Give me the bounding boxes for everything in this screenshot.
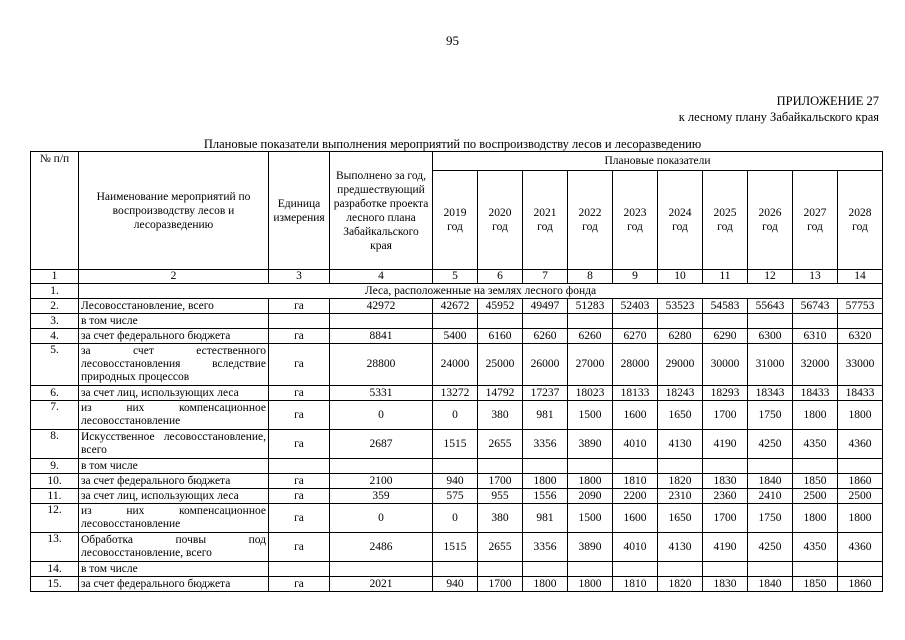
table-row — [31, 386, 883, 401]
row-number: 11. — [31, 489, 79, 504]
row-value: 26000 — [523, 344, 568, 386]
row-value — [793, 314, 838, 329]
row-value: 55643 — [748, 299, 793, 314]
section-label: Леса, расположенные на землях лесного фонда — [79, 284, 883, 299]
row-value — [478, 562, 523, 577]
row-value: 1700 — [478, 474, 523, 489]
header-year: 2027 год — [793, 171, 838, 270]
row-name: за счет лиц, использующих леса — [79, 489, 269, 504]
table-row — [31, 577, 883, 592]
row-unit: га — [269, 489, 330, 504]
table-row — [31, 459, 883, 474]
row-value — [568, 562, 613, 577]
row-value: 51283 — [568, 299, 613, 314]
row-value: 981 — [523, 504, 568, 533]
header-year: 2022 год — [568, 171, 613, 270]
row-value: 4130 — [658, 533, 703, 562]
row-value: 31000 — [748, 344, 793, 386]
row-done: 359 — [330, 489, 433, 504]
row-number: 15. — [31, 577, 79, 592]
row-value: 42672 — [433, 299, 478, 314]
row-value — [658, 562, 703, 577]
row-value: 1556 — [523, 489, 568, 504]
appendix-title: ПРИЛОЖЕНИЕ 27 — [776, 94, 879, 108]
table-row — [31, 430, 883, 459]
header-done: Выполнено за год, предшествующий разработке проекта лесного плана Забайкальского края — [330, 152, 433, 270]
row-value: 1750 — [748, 401, 793, 430]
appendix-caption — [679, 93, 879, 125]
row-value: 4010 — [613, 430, 658, 459]
row-value: 1750 — [748, 504, 793, 533]
row-value: 1800 — [568, 577, 613, 592]
row-value — [748, 314, 793, 329]
row-value: 6320 — [838, 329, 883, 344]
row-value: 6300 — [748, 329, 793, 344]
row-done: 2021 — [330, 577, 433, 592]
row-done: 28800 — [330, 344, 433, 386]
row-value: 1650 — [658, 504, 703, 533]
header-planned: Плановые показатели — [433, 152, 883, 171]
row-value: 57753 — [838, 299, 883, 314]
row-value: 4350 — [793, 533, 838, 562]
row-value: 18433 — [838, 386, 883, 401]
row-name: в том числе — [79, 314, 269, 329]
row-number: 6. — [31, 386, 79, 401]
column-number: 2 — [79, 270, 269, 284]
row-value: 1810 — [613, 577, 658, 592]
row-value — [793, 459, 838, 474]
row-value: 18293 — [703, 386, 748, 401]
row-number: 14. — [31, 562, 79, 577]
row-value: 54583 — [703, 299, 748, 314]
table-row — [31, 344, 883, 386]
header-num: № п/п — [31, 152, 79, 270]
row-number: 2. — [31, 299, 79, 314]
column-number: 10 — [658, 270, 703, 284]
row-value — [613, 314, 658, 329]
row-value: 6290 — [703, 329, 748, 344]
row-value: 2500 — [793, 489, 838, 504]
row-value — [703, 314, 748, 329]
column-number: 5 — [433, 270, 478, 284]
header-unit: Единица измерения — [269, 152, 330, 270]
table-row — [31, 401, 883, 430]
row-value: 1840 — [748, 474, 793, 489]
header-year: 2028 год — [838, 171, 883, 270]
row-value: 18243 — [658, 386, 703, 401]
row-value: 53523 — [658, 299, 703, 314]
row-value: 6270 — [613, 329, 658, 344]
row-value: 2655 — [478, 430, 523, 459]
row-value — [658, 314, 703, 329]
column-numbers-row — [31, 270, 883, 284]
row-value: 2310 — [658, 489, 703, 504]
row-value: 4190 — [703, 533, 748, 562]
table-row — [31, 533, 883, 562]
row-value: 6260 — [568, 329, 613, 344]
row-value: 4250 — [748, 533, 793, 562]
row-unit — [269, 562, 330, 577]
row-done — [330, 314, 433, 329]
row-value: 6160 — [478, 329, 523, 344]
header-year: 2021 год — [523, 171, 568, 270]
row-value: 2360 — [703, 489, 748, 504]
row-value: 3890 — [568, 430, 613, 459]
header-year: 2020 год — [478, 171, 523, 270]
row-value: 45952 — [478, 299, 523, 314]
row-name: за счет федерального бюджета — [79, 329, 269, 344]
row-value — [523, 459, 568, 474]
row-name: из них компенсационное лесовосстановление — [79, 401, 269, 430]
column-number: 3 — [269, 270, 330, 284]
column-number: 4 — [330, 270, 433, 284]
row-value: 18133 — [613, 386, 658, 401]
row-value: 940 — [433, 474, 478, 489]
row-value: 6260 — [523, 329, 568, 344]
row-value: 1650 — [658, 401, 703, 430]
row-value: 1700 — [478, 577, 523, 592]
row-value: 1500 — [568, 401, 613, 430]
row-value: 1800 — [838, 504, 883, 533]
row-value — [703, 562, 748, 577]
row-number: 10. — [31, 474, 79, 489]
row-value: 6310 — [793, 329, 838, 344]
row-value: 18433 — [793, 386, 838, 401]
row-value: 1600 — [613, 504, 658, 533]
row-unit: га — [269, 577, 330, 592]
row-number: 13. — [31, 533, 79, 562]
row-value: 18343 — [748, 386, 793, 401]
row-done — [330, 562, 433, 577]
row-value: 4360 — [838, 430, 883, 459]
row-value: 32000 — [793, 344, 838, 386]
row-unit: га — [269, 474, 330, 489]
row-value — [793, 562, 838, 577]
row-value: 380 — [478, 401, 523, 430]
row-value: 940 — [433, 577, 478, 592]
column-number: 14 — [838, 270, 883, 284]
row-value: 1840 — [748, 577, 793, 592]
column-number: 9 — [613, 270, 658, 284]
row-done: 0 — [330, 504, 433, 533]
row-number: 5. — [31, 344, 79, 386]
row-value: 1820 — [658, 577, 703, 592]
row-value: 4250 — [748, 430, 793, 459]
row-value — [838, 562, 883, 577]
column-number: 7 — [523, 270, 568, 284]
row-value: 3356 — [523, 430, 568, 459]
row-unit: га — [269, 430, 330, 459]
row-number: 3. — [31, 314, 79, 329]
row-value — [523, 562, 568, 577]
row-value: 1800 — [838, 401, 883, 430]
row-value — [523, 314, 568, 329]
row-value: 33000 — [838, 344, 883, 386]
row-name: за счет федерального бюджета — [79, 474, 269, 489]
column-number: 6 — [478, 270, 523, 284]
row-value — [658, 459, 703, 474]
table-row — [31, 299, 883, 314]
table-row — [31, 562, 883, 577]
row-value: 1850 — [793, 577, 838, 592]
row-value: 28000 — [613, 344, 658, 386]
row-unit: га — [269, 329, 330, 344]
row-value — [433, 562, 478, 577]
row-unit: га — [269, 401, 330, 430]
row-value — [478, 314, 523, 329]
table-row — [31, 489, 883, 504]
row-number: 4. — [31, 329, 79, 344]
row-value: 1820 — [658, 474, 703, 489]
row-value: 1800 — [568, 474, 613, 489]
row-name: Обработка почвы под лесовосстановление, всего — [79, 533, 269, 562]
header-year: 2025 год — [703, 171, 748, 270]
row-value: 0 — [433, 401, 478, 430]
row-value: 2500 — [838, 489, 883, 504]
header-year: 2019 год — [433, 171, 478, 270]
row-done: 2486 — [330, 533, 433, 562]
row-value: 1800 — [793, 504, 838, 533]
row-value: 14792 — [478, 386, 523, 401]
row-value: 575 — [433, 489, 478, 504]
row-value: 4190 — [703, 430, 748, 459]
header-year: 2024 год — [658, 171, 703, 270]
row-value: 1500 — [568, 504, 613, 533]
plan-table — [30, 151, 883, 592]
row-value: 2655 — [478, 533, 523, 562]
row-name: за счет лиц, использующих леса — [79, 386, 269, 401]
row-value: 1830 — [703, 577, 748, 592]
row-value: 1515 — [433, 533, 478, 562]
row-value: 3890 — [568, 533, 613, 562]
row-value: 0 — [433, 504, 478, 533]
row-value — [703, 459, 748, 474]
row-number: 7. — [31, 401, 79, 430]
row-done: 0 — [330, 401, 433, 430]
row-value — [478, 459, 523, 474]
row-value: 1800 — [523, 474, 568, 489]
row-value — [838, 314, 883, 329]
row-value: 1850 — [793, 474, 838, 489]
row-unit — [269, 459, 330, 474]
page-number: 95 — [446, 33, 459, 48]
column-number: 1 — [31, 270, 79, 284]
row-value: 2410 — [748, 489, 793, 504]
row-value: 1700 — [703, 401, 748, 430]
header-name: Наименование мероприятий по воспроизводству лесов и лесоразведению — [79, 152, 269, 270]
row-value: 5400 — [433, 329, 478, 344]
row-unit: га — [269, 504, 330, 533]
row-name: за счет естественного лесовосстановления вследствие природных процессов — [79, 344, 269, 386]
header-year: 2023 год — [613, 171, 658, 270]
row-value — [433, 314, 478, 329]
row-value: 4360 — [838, 533, 883, 562]
row-value: 1810 — [613, 474, 658, 489]
row-name: за счет федерального бюджета — [79, 577, 269, 592]
row-name: из них компенсационное лесовосстановление — [79, 504, 269, 533]
row-value: 1830 — [703, 474, 748, 489]
row-value — [838, 459, 883, 474]
row-unit: га — [269, 299, 330, 314]
row-value: 2200 — [613, 489, 658, 504]
row-name: Искусственное лесовосстановление, всего — [79, 430, 269, 459]
row-done: 2687 — [330, 430, 433, 459]
row-value: 380 — [478, 504, 523, 533]
row-number: 8. — [31, 430, 79, 459]
row-value: 18023 — [568, 386, 613, 401]
row-number: 12. — [31, 504, 79, 533]
section-row — [31, 284, 883, 299]
row-name: в том числе — [79, 562, 269, 577]
column-number: 11 — [703, 270, 748, 284]
column-number: 12 — [748, 270, 793, 284]
row-value: 981 — [523, 401, 568, 430]
row-value: 2090 — [568, 489, 613, 504]
row-value: 4350 — [793, 430, 838, 459]
row-done: 5331 — [330, 386, 433, 401]
row-value — [748, 562, 793, 577]
row-value: 1515 — [433, 430, 478, 459]
row-value: 6280 — [658, 329, 703, 344]
row-value: 1600 — [613, 401, 658, 430]
row-value: 13272 — [433, 386, 478, 401]
row-value: 30000 — [703, 344, 748, 386]
table-title: Плановые показатели выполнения мероприятий по воспроизводству лесов и лесоразведению — [203, 137, 702, 151]
row-value: 1860 — [838, 474, 883, 489]
row-value — [433, 459, 478, 474]
row-number: 1. — [31, 284, 79, 299]
row-value: 24000 — [433, 344, 478, 386]
row-value: 29000 — [658, 344, 703, 386]
appendix-subtitle: к лесному плану Забайкальского края — [678, 110, 879, 124]
row-name: Лесовосстановление, всего — [79, 299, 269, 314]
row-unit: га — [269, 344, 330, 386]
row-value: 25000 — [478, 344, 523, 386]
row-value — [613, 562, 658, 577]
row-value: 3356 — [523, 533, 568, 562]
row-name: в том числе — [79, 459, 269, 474]
row-done: 42972 — [330, 299, 433, 314]
header-year: 2026 год — [748, 171, 793, 270]
row-value: 1860 — [838, 577, 883, 592]
row-value: 56743 — [793, 299, 838, 314]
row-value — [568, 314, 613, 329]
row-value: 955 — [478, 489, 523, 504]
row-value: 1800 — [793, 401, 838, 430]
row-unit: га — [269, 533, 330, 562]
table-row — [31, 329, 883, 344]
row-done: 2100 — [330, 474, 433, 489]
row-value: 49497 — [523, 299, 568, 314]
row-unit: га — [269, 386, 330, 401]
row-number: 9. — [31, 459, 79, 474]
row-done — [330, 459, 433, 474]
row-done: 8841 — [330, 329, 433, 344]
row-value — [568, 459, 613, 474]
row-unit — [269, 314, 330, 329]
table-row — [31, 314, 883, 329]
column-number: 13 — [793, 270, 838, 284]
row-value — [613, 459, 658, 474]
table-row — [31, 504, 883, 533]
row-value: 1700 — [703, 504, 748, 533]
row-value: 4010 — [613, 533, 658, 562]
table-row — [31, 474, 883, 489]
row-value: 1800 — [523, 577, 568, 592]
header-row — [31, 152, 883, 171]
row-value: 27000 — [568, 344, 613, 386]
column-number: 8 — [568, 270, 613, 284]
row-value: 4130 — [658, 430, 703, 459]
row-value: 17237 — [523, 386, 568, 401]
row-value — [748, 459, 793, 474]
row-value: 52403 — [613, 299, 658, 314]
